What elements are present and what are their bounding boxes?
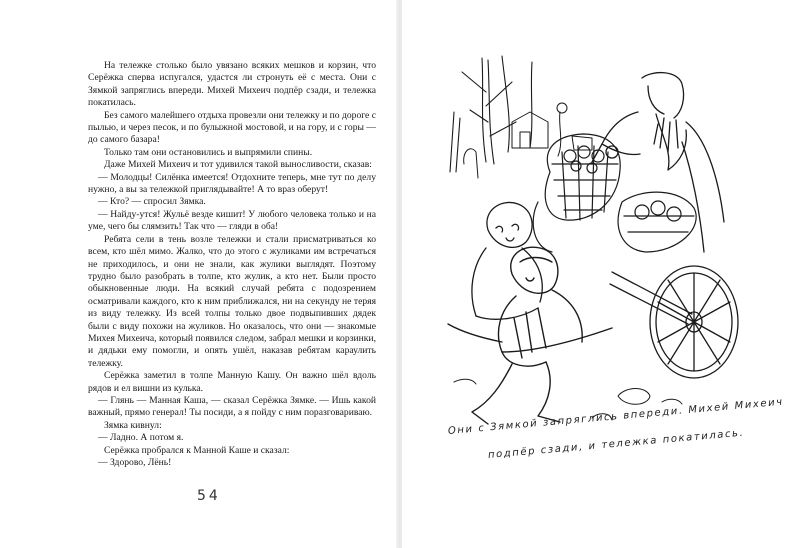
paragraph: Только там они остановились и выпрямили спины. (104, 146, 313, 158)
paragraph: Зямка кивнул: (104, 419, 162, 431)
background-trees (450, 56, 532, 172)
dialogue-line: — Здорово, Лёнь! (98, 457, 172, 468)
dialogue-line: — Молодцы! Силёнка имеется! Отдохните теперь, мне тут по делу нужно, а вы за тележкой приглядывайте! А то враз оберут! (88, 171, 376, 196)
cart-wheel (610, 266, 738, 378)
ink-illustration (442, 52, 742, 432)
dialogue-line: — Глянь — Манная Каша, — сказал Серёжка Зямке. — Ишь какой важный, прямо генерал! Ты посиди, а я пойду с ним поразговариваю. (88, 394, 376, 419)
illustration-caption (447, 396, 785, 496)
caption-line: Они с Зямкой запряглись впереди. Михей Михеич (447, 396, 785, 437)
paragraph: Ребята сели в тень возле тележки и стали присматриваться ко всем, кто шёл мимо. Жалко, что до этого с жуликами им встречаться не приходилось, и они не знали, как жулики выглядят. Поэтому трудно было разобрать в толпе, кто жулик, а кто нет. Были просто обыкновенные люди. На всякий случай ребята с подозрением осматривали каждого, кто к ним приближался, ни на секунду не теряя из виду тележку. Из всей толпы только двое подвыпивших дядек были с виду похожи на жуликов. Но оказалось, что они — знакомые Михея Михеича, который появился следом, забрал мешки и корзинки, и дядьки ему помогли, и опять ушёл, наказав ребятам караулить тележку. (88, 233, 376, 369)
paragraph: На тележке столько было увязано всяких мешков и корзин, что Серёжка сперва испугался, удастся ли стронуть её с места. Они с Зямкой запряглись впереди. Михей Михеич подпёр сзади, и тележка покатилась. (88, 60, 376, 109)
paragraph: Без самого малейшего отдыха провезли они тележку и по дороге с пылью, и через песок, и по булыжной мостовой, и на гору, и с горы — до самого базара! (88, 109, 376, 146)
left-page (0, 0, 398, 548)
paragraph: Серёжка пробрался к Манной Каше и сказал: (104, 444, 290, 456)
dialogue-line: — Ладно. А потом я. (98, 432, 184, 444)
caption-line: подпёр сзади, и тележка покатилась. (487, 427, 745, 461)
cart-baskets (533, 134, 696, 252)
dialogue-line: — Кто? — спросил Зямка. (98, 196, 206, 208)
page-number: 54 (197, 488, 221, 504)
paragraph: Даже Михей Михеич и тот удивился такой выносливости, сказав: (104, 159, 372, 171)
boy-zyamka-figure (472, 202, 542, 319)
paragraph: Серёжка заметил в толпе Манную Кашу. Он важно шёл вдоль рядов и ел вишни из кулька. (88, 370, 376, 394)
dialogue-line: — Найду-утся! Жульё везде кишит! У любого человека только и на уме, чего бы слямзить! Так что — гляди в оба! (88, 208, 376, 233)
boy-seryozhka-figure (448, 247, 612, 424)
story-text (88, 60, 376, 469)
old-man-figure (592, 73, 724, 252)
